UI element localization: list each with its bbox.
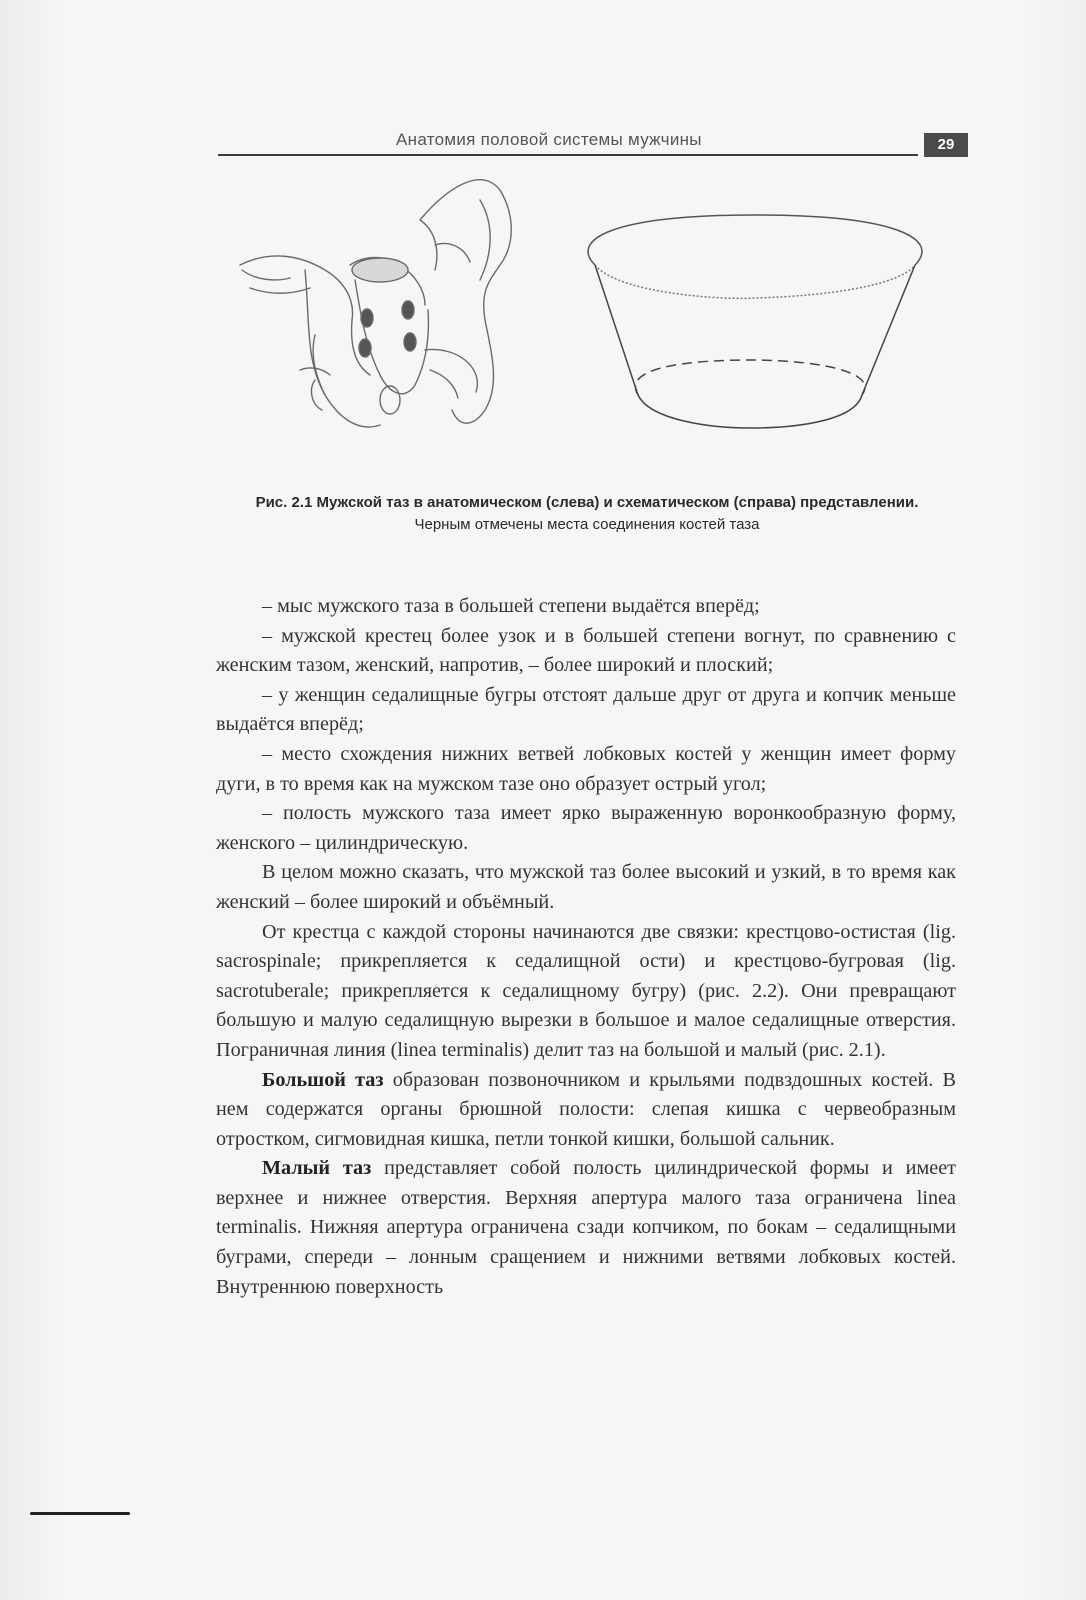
- term-bolshoy-taz: Большой таз: [262, 1068, 384, 1091]
- scan-edge-mark: [30, 1512, 130, 1515]
- paragraph-bolshoy-taz: [216, 1066, 956, 1155]
- figure-2-1-drawing: [230, 170, 950, 470]
- schematic-pelvis-cone: [588, 215, 922, 428]
- figure-2-1: [230, 170, 950, 470]
- paragraph: В целом можно сказать, что мужской таз более высокий и узкий, в то время как женский – более широкий и объёмный.: [216, 861, 956, 913]
- figure-caption: [218, 492, 956, 536]
- paragraph: – место схождения нижних ветвей лобковых костей у женщин имеет форму дуги, в то время как на мужском тазе оно образует острый угол;: [216, 742, 956, 795]
- paragraph: От крестца с каждой стороны начинаются две связки: крестцово-остистая (lig. sacrospinale; прикрепляется к седалищной ости) и крестцово-бугровая (lig. sacrotuberale; прикрепляется к седалищному бугру) (рис. 2.2). Они превращают большую и малую седалищную вырезки в большое и малое седалищные отверстия. Пограничная линия (linea terminalis) делит таз на большой и малый (рис. 2.1).: [216, 920, 956, 1061]
- running-header: [218, 128, 958, 158]
- header-rule: [218, 154, 918, 156]
- paragraph: – полость мужского таза имеет ярко выраженную воронкообразную форму, женского – цилиндрическую.: [216, 802, 956, 854]
- header-title: Анатомия половой системы мужчины: [396, 130, 702, 149]
- paragraph-malyy-taz: [216, 1154, 956, 1302]
- paragraph: – мужской крестец более узок и в большей степени вогнут, по сравнению с женским тазом, женский, напротив, – более широкий и плоский;: [216, 624, 956, 677]
- page-number-badge: 29: [924, 133, 968, 157]
- term-malyy-taz: Малый таз: [262, 1157, 372, 1180]
- paragraph: – у женщин седалищные бугры отстоят дальше друг от друга и копчик меньше выдаётся вперёд;: [216, 683, 956, 736]
- figure-caption-title: Рис. 2.1 Мужской таз в анатомическом (слева) и схематическом (справа) представлении.: [255, 494, 919, 511]
- body-text: [216, 592, 956, 1302]
- paragraph: – мыс мужского таза в большей степени выдаётся вперёд;: [262, 595, 760, 617]
- paragraph-text: представляет собой полость цилиндрической формы и имеет верхнее и нижнее отверстия. Верхняя апертура малого таза ограничена linea terminalis. Нижняя апертура ограничена сзади копчиком, по бокам – седалищными буграми, спереди – лонным сращением и нижними ветвями лобковых костей. Внутреннюю поверхность: [216, 1157, 956, 1298]
- anatomical-pelvis-sketch: [240, 180, 511, 427]
- figure-caption-note: Черным отмечены места соединения костей таза: [414, 516, 760, 533]
- paragraph-text: образован позвоночником и крыльями подвздошных костей. В нем содержатся органы брюшной полости: слепая кишка с червеобразным отростком, сигмовидная кишка, петли тонкой кишки, большой сальник.: [216, 1068, 956, 1150]
